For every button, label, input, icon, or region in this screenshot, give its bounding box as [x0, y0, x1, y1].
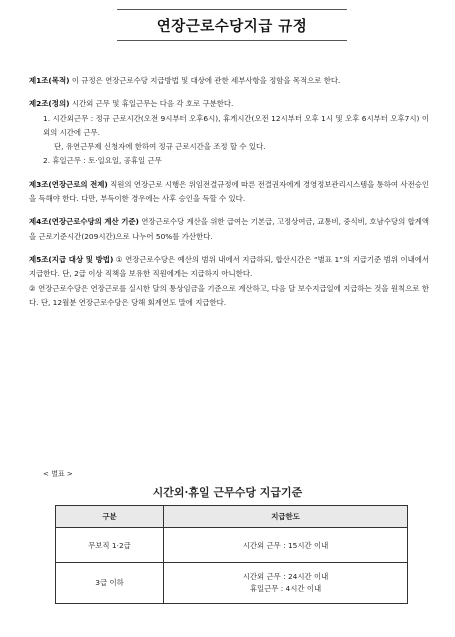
- article-4-text: 연장근로수당 계산을 위한 급여는 기본급, 고정상여금, 교통비, 중식비, 호남수당의 합계액을 근로기준시간(209시간)으로 나누어 50%를 가산한다.: [29, 217, 429, 241]
- article-2-item-1-note: 단, 유연근무제 신청자에 한하여 정규 근로시간을 조정 할 수 있다.: [54, 142, 266, 152]
- article-2-heading: 제2조(정의): [29, 99, 70, 109]
- row-limit-line-2: 휴일근무 : 4시간 이내: [249, 584, 322, 593]
- table-row: [56, 528, 408, 563]
- table-title: 시간외·휴일 근무수당 지급기준: [152, 486, 303, 499]
- row-limit: 시간외 근무 : 15시간 이내: [164, 528, 408, 563]
- article-5: [29, 253, 429, 310]
- appendix-label: < 별표 >: [43, 470, 73, 478]
- article-1-heading: 제1조(목적): [29, 76, 70, 85]
- article-5-paragraph-1: ① 연장근로수당은 예산의 범위 내에서 지급하되, 합산시간은 “별표 1”의 지급기준 범위 이내에서 지급한다. 단, 2급 이상 직책을 보유한 직원에게는 지급하지 아니한다.: [29, 254, 430, 279]
- title-block: [117, 9, 347, 41]
- row-grade: 무보직 1·2급: [56, 528, 164, 563]
- header-grade: 구분: [56, 506, 164, 528]
- article-2-text: 시간외 근무 및 휴일근무는 다음 각 호로 구분한다.: [69, 99, 234, 109]
- row-limit: [164, 563, 408, 604]
- article-3: [29, 178, 429, 207]
- article-5-heading: 제5조(지급 대상 및 방법): [29, 254, 114, 264]
- article-3-heading: 제3조(연장근로의 전제): [29, 179, 108, 189]
- article-4-heading: 제4조(연장근로수당의 계산 기준): [29, 217, 139, 227]
- row-limit-line-1: 시간외 근무 : 24시간 이내: [242, 572, 329, 581]
- article-1-text: 이 규정은 연장근로수당 지급방법 및 대상에 관한 세부사항을 정함을 목적으로 한다.: [69, 76, 341, 85]
- article-2: [29, 97, 429, 168]
- row-grade: 3급 이하: [56, 563, 164, 604]
- article-1: [29, 74, 429, 88]
- article-3-text: 직원의 연장근로 시행은 위임전결규정에 따른 전결권자에게 경영정보관리시스템을 통하여 사전승인을 득해야 한다. 다만, 부득이한 경우에는 사후 승인을 득할 수 있다.: [29, 179, 429, 204]
- article-2-item-1: 1. 시간외근무 : 정규 근로시간(오전 9시부터 오후6시), 휴게시간(오전 12시부터 오후 1시 및 오후 6시부터 오후7시) 이외의 시간에 근무.: [43, 113, 429, 137]
- table-row: [56, 563, 408, 604]
- title-bottom-rule: [117, 40, 347, 41]
- header-limit: 지급한도: [164, 506, 408, 528]
- allowance-table: [55, 505, 408, 604]
- article-4: [29, 215, 429, 244]
- article-5-paragraph-2: ② 연장근로수당은 연장근로를 실시한 달의 통상임금을 기준으로 계산하고, 다음 달 보수지급일에 지급하는 것을 원칙으로 한다. 단, 12월분 연장근로수당은 당해 회계연도 말에 지급한다.: [29, 283, 429, 307]
- table-header-row: [56, 506, 408, 528]
- page-title: 연장근로수당지급 규정: [156, 18, 308, 35]
- regulation-body: [29, 74, 429, 319]
- article-2-item-2: 2. 휴일근무 : 토·일요일, 공휴일 근무: [43, 156, 162, 166]
